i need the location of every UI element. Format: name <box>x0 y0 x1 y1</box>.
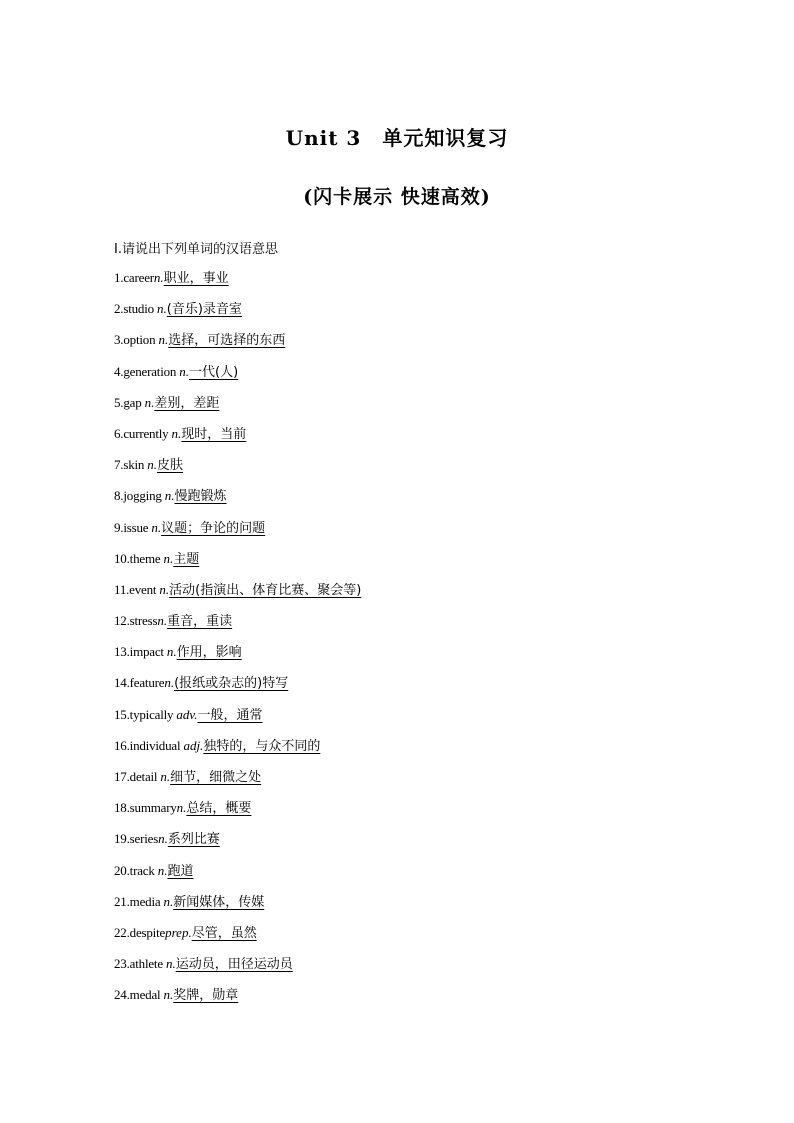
vocab-meaning: 一代(人) <box>189 364 239 380</box>
vocab-part-of-speech: n. <box>157 301 167 317</box>
vocab-number: 21. <box>114 893 130 909</box>
vocab-number: 15. <box>114 706 130 722</box>
vocab-number: 7. <box>114 457 124 473</box>
vocab-word: summary <box>129 800 177 816</box>
vocab-item <box>114 549 714 580</box>
vocab-meaning: 新闻媒体，传媒 <box>173 894 265 910</box>
vocab-part-of-speech: n. <box>157 862 168 878</box>
vocab-item <box>114 393 714 424</box>
vocab-number: 14. <box>114 675 130 691</box>
vocab-word: currently <box>123 425 172 441</box>
vocab-meaning: 慢跑锻炼 <box>174 489 227 505</box>
vocab-number: 3. <box>114 332 124 348</box>
vocab-part-of-speech: n. <box>147 457 158 473</box>
vocab-list <box>114 268 714 1017</box>
vocab-word: option <box>123 332 159 348</box>
vocab-number: 18. <box>114 800 130 816</box>
vocab-number: 22. <box>114 924 130 940</box>
vocab-meaning: 细节，细微之处 <box>170 770 262 785</box>
vocab-word: skin <box>123 457 148 473</box>
vocab-word: medal <box>129 987 164 1003</box>
vocab-number: 20. <box>114 862 130 878</box>
vocab-number: 13. <box>114 644 130 660</box>
vocab-part-of-speech: n. <box>158 332 169 348</box>
vocab-word: gap <box>123 394 145 410</box>
vocab-item <box>114 829 714 860</box>
vocab-word: typically <box>129 706 177 722</box>
vocab-part-of-speech: n. <box>153 270 164 285</box>
vocab-word: jogging <box>123 488 165 504</box>
vocab-number: 10. <box>114 550 130 566</box>
vocab-meaning: (报纸或杂志的)特写 <box>174 676 289 692</box>
vocab-item <box>114 486 714 517</box>
vocab-word: feature <box>129 675 165 691</box>
vocab-word: despite <box>129 924 166 940</box>
vocab-item <box>114 861 714 892</box>
vocab-item <box>114 985 714 1016</box>
vocab-meaning: 议题；争论的问题 <box>161 520 266 536</box>
vocab-meaning: 跑道 <box>167 863 194 879</box>
vocab-word: impact <box>129 644 167 660</box>
vocab-number: 17. <box>114 769 130 784</box>
vocab-part-of-speech: n. <box>163 550 174 566</box>
vocab-part-of-speech: n. <box>164 488 175 504</box>
vocab-meaning: 独特的，与众不同的 <box>203 738 321 754</box>
vocab-number: 11. <box>114 581 130 597</box>
vocab-item <box>114 923 714 954</box>
vocab-meaning: 差别，差距 <box>154 395 220 411</box>
vocab-part-of-speech: adv. <box>176 706 198 722</box>
vocab-meaning: 作用，影响 <box>176 645 242 661</box>
vocab-part-of-speech: n. <box>179 363 190 379</box>
vocab-item <box>114 767 714 798</box>
vocab-part-of-speech: n. <box>171 425 182 441</box>
vocab-part-of-speech: n. <box>163 987 174 1003</box>
vocab-number: 16. <box>114 737 130 753</box>
vocab-item <box>114 892 714 923</box>
vocab-item <box>114 705 714 736</box>
vocab-word: athlete <box>129 956 166 972</box>
vocab-item <box>114 268 714 299</box>
vocab-meaning: 活动(指演出、体育比赛、聚会等) <box>169 582 362 598</box>
vocab-item <box>114 736 714 767</box>
vocab-word: series <box>129 831 159 847</box>
vocab-part-of-speech: n. <box>144 394 155 410</box>
vocab-item <box>114 611 714 642</box>
vocab-part-of-speech: n. <box>166 644 177 660</box>
vocab-item <box>114 299 714 330</box>
vocab-number: 19. <box>114 831 130 847</box>
vocab-word: studio <box>123 301 157 317</box>
vocab-item <box>114 798 714 829</box>
vocab-item <box>114 362 714 393</box>
vocab-number: 8. <box>114 488 124 504</box>
vocab-meaning: 总结，概要 <box>186 801 252 817</box>
vocab-meaning: 系列比赛 <box>167 832 220 848</box>
vocab-word: track <box>129 862 158 878</box>
vocab-part-of-speech: n. <box>158 831 168 847</box>
vocab-part-of-speech: n. <box>165 956 176 972</box>
vocab-part-of-speech: n. <box>176 800 187 816</box>
vocab-number: 24. <box>114 987 130 1003</box>
vocab-word: detail <box>129 769 161 784</box>
vocab-meaning: 职业，事业 <box>163 271 229 286</box>
vocab-item <box>114 330 714 361</box>
vocab-part-of-speech: n. <box>157 613 168 629</box>
vocab-word: individual <box>129 737 184 753</box>
vocab-number: 9. <box>114 519 124 535</box>
vocab-number: 6. <box>114 425 124 441</box>
vocab-word: theme <box>129 550 164 566</box>
vocab-item <box>114 954 714 985</box>
vocab-meaning: 选择，可选择的东西 <box>168 333 286 349</box>
vocab-meaning: 皮肤 <box>157 458 184 474</box>
vocab-number: 5. <box>114 394 124 410</box>
vocab-meaning: 奖牌，勋章 <box>173 988 239 1004</box>
vocab-meaning: 主题 <box>173 551 200 567</box>
vocab-meaning: (音乐)录音室 <box>166 302 242 318</box>
vocab-item <box>114 455 714 486</box>
vocab-meaning: 运动员，田径运动员 <box>175 957 293 973</box>
vocab-item <box>114 424 714 455</box>
vocab-meaning: 重音，重读 <box>167 614 233 630</box>
vocab-item <box>114 518 714 549</box>
vocab-part-of-speech: adj. <box>183 737 204 753</box>
vocab-part-of-speech: n. <box>163 893 174 909</box>
vocab-part-of-speech: n. <box>164 675 175 691</box>
vocab-word: generation <box>123 363 180 379</box>
vocab-number: 23. <box>114 956 130 972</box>
vocab-meaning: 现时，当前 <box>181 426 247 442</box>
vocab-item <box>114 673 714 704</box>
section-heading: Ⅰ.请说出下列单词的汉语意思 <box>114 242 278 257</box>
vocab-item <box>114 642 714 673</box>
vocab-part-of-speech: n. <box>159 581 170 597</box>
page-subtitle: (闪卡展示 快速高效) <box>303 186 491 208</box>
vocab-number: 1. <box>114 270 124 285</box>
vocab-meaning: 尽管，虽然 <box>191 925 257 941</box>
vocab-part-of-speech: n. <box>160 769 171 784</box>
vocab-part-of-speech: prep. <box>165 924 192 940</box>
vocab-word: event <box>129 581 160 597</box>
vocab-number: 2. <box>114 301 124 317</box>
vocab-word: stress <box>129 613 158 629</box>
vocab-item <box>114 580 714 611</box>
vocab-word: issue <box>123 519 152 535</box>
vocab-word: media <box>129 893 164 909</box>
page-title: Unit 3 单元知识复习 <box>285 126 509 150</box>
vocab-word: career <box>123 270 154 285</box>
vocab-number: 12. <box>114 613 130 629</box>
vocab-number: 4. <box>114 363 124 379</box>
vocab-part-of-speech: n. <box>151 519 162 535</box>
vocab-meaning: 一般，通常 <box>197 707 263 723</box>
